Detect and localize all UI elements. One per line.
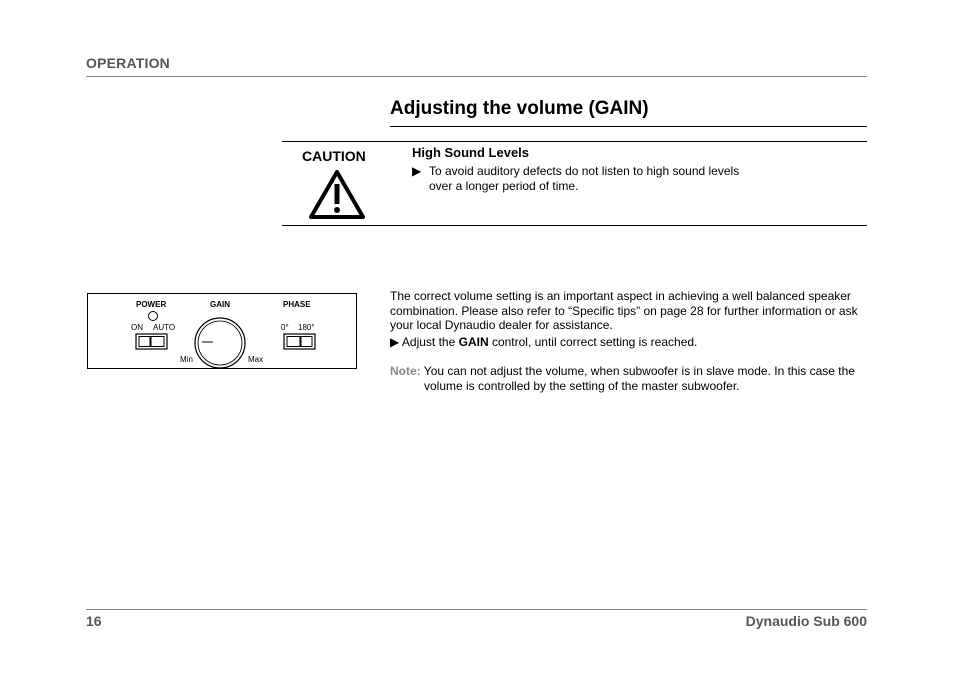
footer-title: Dynaudio Sub 600 xyxy=(745,613,867,629)
caution-bullet xyxy=(412,164,762,194)
instruction-prefix: Adjust the xyxy=(401,335,459,349)
phase-switch xyxy=(283,333,317,351)
max-label: Max xyxy=(248,355,264,364)
power-label: POWER xyxy=(136,300,167,309)
triangle-right-icon: ▶ xyxy=(412,164,422,178)
footer-rule xyxy=(86,609,867,610)
page-number: 16 xyxy=(86,613,102,629)
power-led-icon xyxy=(147,310,159,322)
gain-knob-icon xyxy=(192,315,248,371)
note-text: You can not adjust the volume, when subwoofer is in slave mode. In this case the xyxy=(423,364,855,378)
body-paragraph: The correct volume setting is an important aspect in achieving a well balanced speaker combination. Please also refer to “Specific tips” on page 28 for further information or ask your local Dynaudio dealer for assistance. xyxy=(390,289,858,333)
header-rule xyxy=(86,76,867,77)
section-label: OPERATION xyxy=(86,55,170,71)
note xyxy=(390,364,868,394)
warning-triangle-icon xyxy=(308,168,366,220)
instruction-bold: GAIN xyxy=(458,335,489,349)
power-switch xyxy=(135,333,169,351)
page-heading: Adjusting the volume (GAIN) xyxy=(390,98,649,119)
gain-label: GAIN xyxy=(210,300,230,309)
min-label: Min xyxy=(180,355,193,364)
control-panel-illustration xyxy=(87,293,357,369)
note-label: Note: xyxy=(390,364,421,378)
note-continuation: volume is controlled by the setting of the master subwoofer. xyxy=(424,379,740,393)
instruction-suffix: control, until correct setting is reached. xyxy=(488,335,698,349)
on-label: ON xyxy=(131,323,143,332)
caution-bottom-rule xyxy=(282,225,867,226)
auto-label: AUTO xyxy=(153,323,176,332)
caution-top-rule xyxy=(282,141,867,142)
heading-rule xyxy=(390,126,867,127)
caution-title: High Sound Levels xyxy=(412,145,530,160)
phase-label: PHASE xyxy=(283,300,311,309)
caution-label: CAUTION xyxy=(302,148,366,164)
triangle-right-icon: ▶ xyxy=(390,335,400,349)
phase-0-label: 0° xyxy=(281,323,289,332)
phase-180-label: 180° xyxy=(298,323,315,332)
caution-bullet-text: To avoid auditory defects do not listen to high sound levels over a longer period of time. xyxy=(429,164,740,193)
gain-instruction xyxy=(390,335,868,349)
